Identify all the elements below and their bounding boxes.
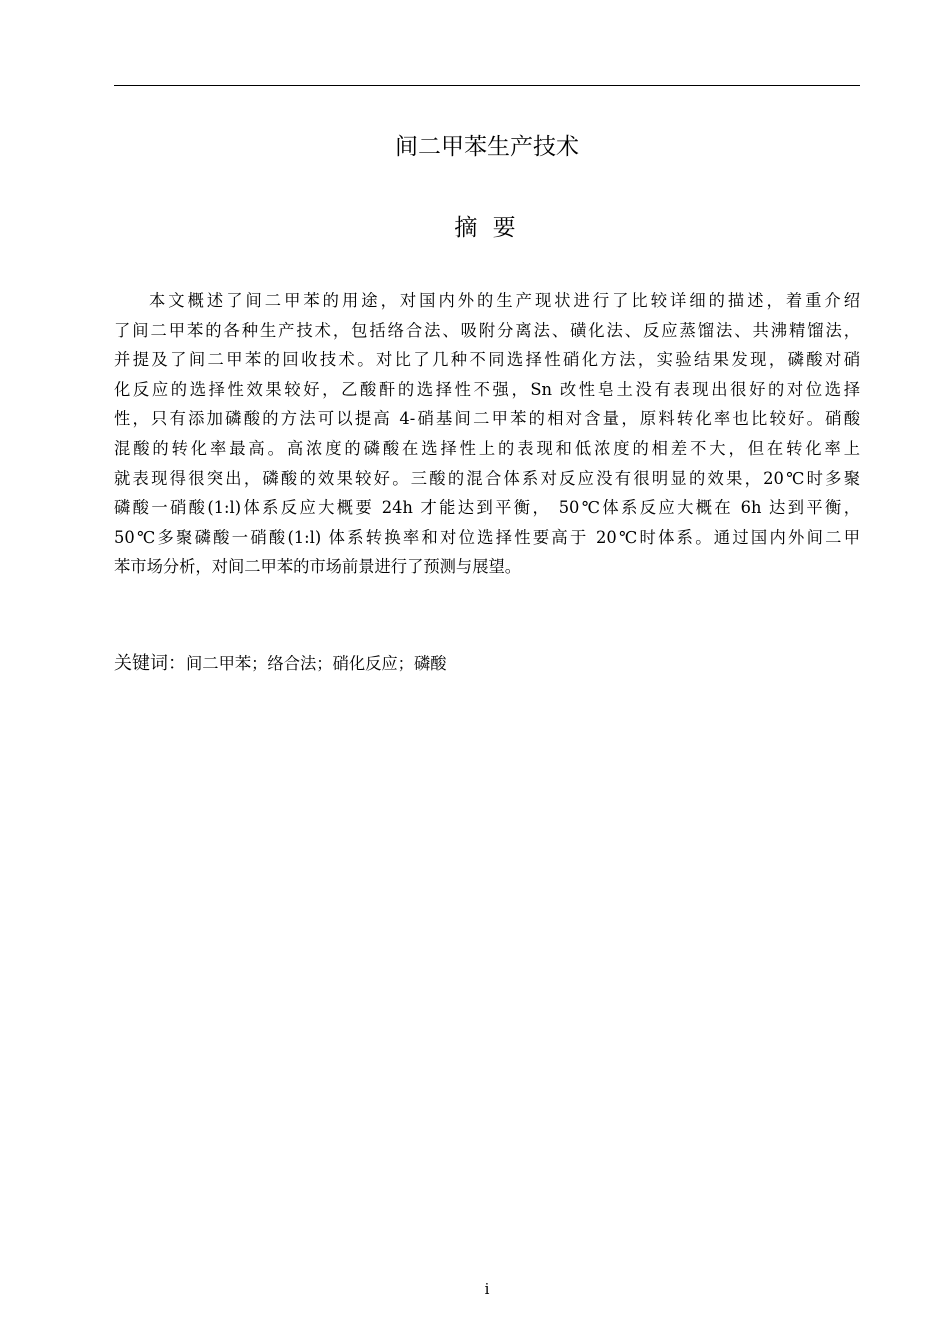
abstract-paragraph — [114, 286, 860, 582]
abstract-line: 化反应的选择性效果较好，乙酸酐的选择性不强，Sn 改性皂土没有表现出很好的对位选择 — [114, 379, 860, 399]
abstract-line: 磷酸一硝酸(1:l)体系反应大概要 24h 才能达到平衡， 50℃体系反应大概在 6h 达到平衡， — [114, 498, 860, 518]
header-rule — [114, 85, 860, 86]
abstract-line: 混酸的转化率最高。高浓度的磷酸在选择性上的表现和低浓度的相差不大，但在转化率上 — [114, 438, 860, 458]
abstract-line: 50℃多聚磷酸一硝酸(1:l) 体系转换率和对位选择性要高于 20℃时体系。通过国内外间二甲 — [114, 527, 860, 547]
keywords-line — [114, 650, 860, 678]
keywords-label: 关键词： — [114, 653, 186, 674]
document-title: 间二甲苯生产技术 — [395, 134, 579, 160]
page-number: i — [484, 1280, 490, 1298]
keywords-text: 间二甲苯；络合法；硝化反应；磷酸 — [186, 654, 447, 673]
abstract-line: 苯市场分析，对间二甲苯的市场前景进行了预测与展望。 — [114, 557, 522, 577]
abstract-heading: 摘 要 — [454, 215, 520, 241]
abstract-line: 并提及了间二甲苯的回收技术。对比了几种不同选择性硝化方法，实验结果发现，磷酸对硝 — [114, 350, 860, 370]
abstract-line: 本文概述了间二甲苯的用途，对国内外的生产现状进行了比较详细的描述，着重介绍 — [149, 291, 860, 310]
abstract-line: 就表现得很突出，磷酸的效果较好。三酸的混合体系对反应没有很明显的效果，20℃时多聚 — [114, 468, 860, 488]
abstract-line: 性，只有添加磷酸的方法可以提高 4-硝基间二甲苯的相对含量，原料转化率也比较好。硝酸 — [114, 409, 860, 429]
abstract-line: 了间二甲苯的各种生产技术，包括络合法、吸附分离法、磺化法、反应蒸馏法、共沸精馏法， — [114, 320, 860, 340]
